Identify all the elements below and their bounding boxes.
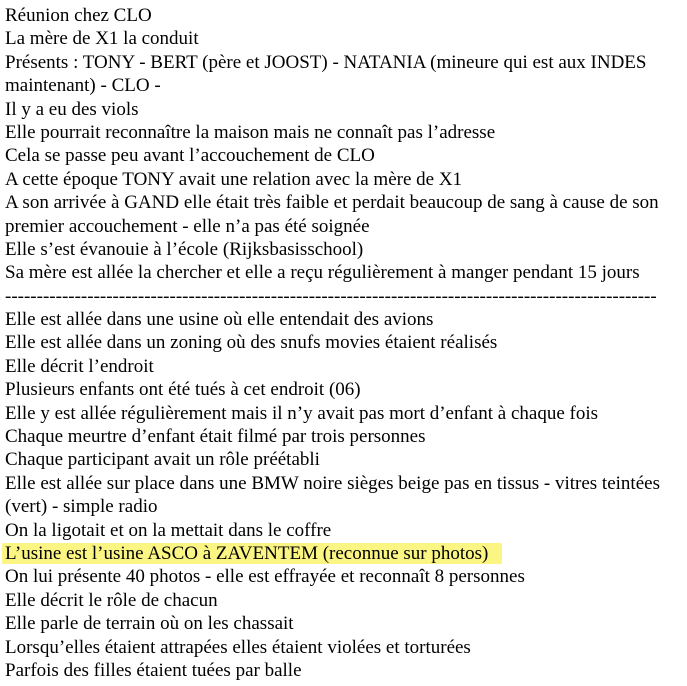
text-line: Elle est allée sur place dans une BMW noire sièges beige pas en tissus - vitres teintées xyxy=(5,472,660,494)
text-line: Parfois des filles étaient tuées par balle xyxy=(5,659,302,681)
text-line: (vert) - simple radio xyxy=(5,496,158,518)
text-line: A cette époque TONY avait une relation avec la mère de X1 xyxy=(5,168,463,190)
text-line: Chaque participant avait un rôle préétabli xyxy=(5,449,320,471)
text-line: maintenant) - CLO - xyxy=(5,75,161,97)
text-line: Lorsqu’elles étaient attrapées elles étaient violées et torturées xyxy=(5,636,471,658)
text-line: Elle décrit l’endroit xyxy=(5,355,154,377)
text-line: A son arrivée à GAND elle était très faible et perdait beaucoup de sang à cause de son xyxy=(5,192,659,214)
highlighted-line xyxy=(5,542,685,565)
text-line: Elle s’est évanouie à l’école (Rijksbasisschool) xyxy=(5,238,364,260)
text-line: Elle décrit le rôle de chacun xyxy=(5,589,218,611)
text-line: On lui présente 40 photos - elle est effrayée et reconnaît 8 personnes xyxy=(5,566,525,588)
text-line: Cela se passe peu avant l’accouchement de CLO xyxy=(5,145,375,167)
text-line: Présents : TONY - BERT (père et JOOST) - NATANIA (mineure qui est aux INDES xyxy=(5,51,647,73)
text-line: La mère de X1 la conduit xyxy=(5,28,199,50)
text-line: On la ligotait et on la mettait dans le coffre xyxy=(5,519,332,541)
text-line: Chaque meurtre d’enfant était filmé par trois personnes xyxy=(5,426,426,448)
highlighted-text: L’usine est l’usine ASCO à ZAVENTEM (reconnue sur photos) xyxy=(2,543,502,564)
text-line: Réunion chez CLO xyxy=(5,5,152,26)
text-line: Elle pourrait reconnaître la maison mais ne connaît pas l’adresse xyxy=(5,121,496,143)
text-line: Sa mère est allée la chercher et elle a reçu régulièrement à manger pendant 15 jours xyxy=(5,262,640,284)
text-line: Elle y est allée régulièrement mais il n’y avait pas mort d’enfant à chaque fois xyxy=(5,402,598,424)
text-line: Il y a eu des viols xyxy=(5,98,139,120)
text-line: Elle est allée dans une usine où elle entendait des avions xyxy=(5,309,434,331)
text-line: Elle est allée dans un zoning où des snufs movies étaient réalisés xyxy=(5,332,498,354)
document-page xyxy=(5,4,685,682)
text-line: Plusieurs enfants ont été tués à cet endroit (06) xyxy=(5,379,361,401)
text-line: Elle parle de terrain où on les chassait xyxy=(5,613,294,635)
text-line: premier accouchement - elle n’a pas été soignée xyxy=(5,215,370,237)
separator-line: ------------------------------------------------------------------------------------------------------- xyxy=(5,285,657,307)
